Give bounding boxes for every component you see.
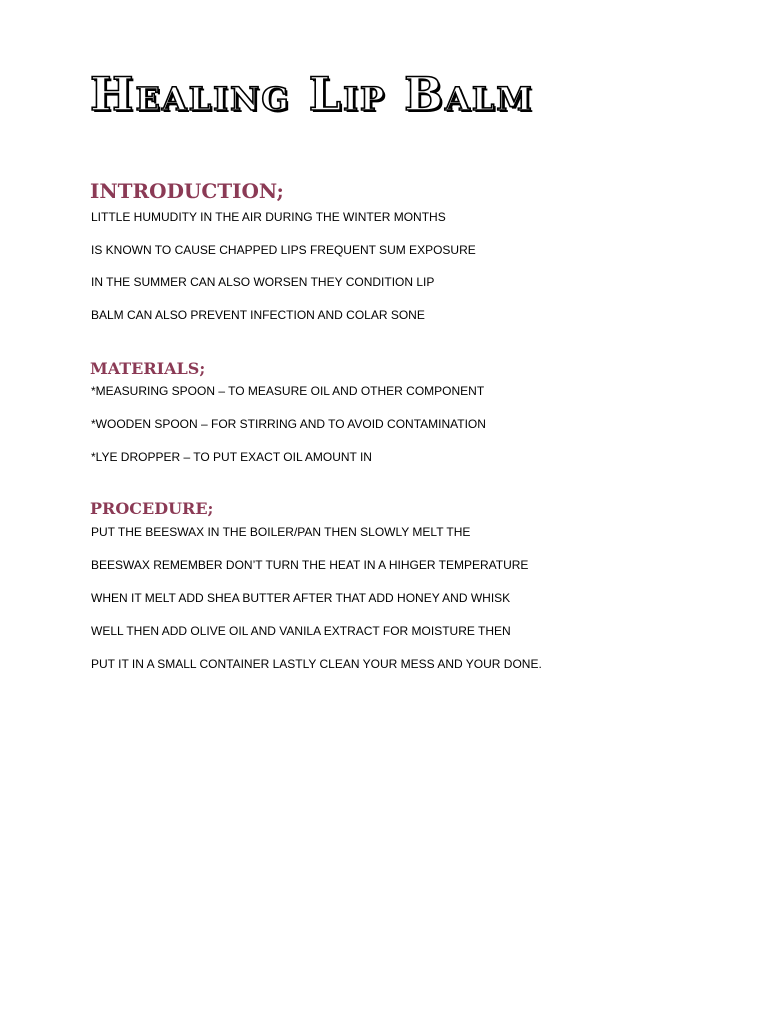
document-title: Healing Lip Balm [90,67,534,121]
introduction-line: IN THE SUMMER CAN ALSO WORSEN THEY CONDITION LIP [91,275,435,289]
introduction-line: IS KNOWN TO CAUSE CHAPPED LIPS FREQUENT SUM EXPOSURE [91,243,476,257]
materials-line: *LYE DROPPER – TO PUT EXACT OIL AMOUNT IN [91,450,372,464]
procedure-line: WELL THEN ADD OLIVE OIL AND VANILA EXTRACT FOR MOISTURE THEN [91,624,511,638]
introduction-line: LITTLE HUMUDITY IN THE AIR DURING THE WINTER MONTHS [91,210,446,224]
procedure-line: BEESWAX REMEMBER DON’T TURN THE HEAT IN A HIHGER TEMPERATURE [91,558,529,572]
procedure-line: PUT IT IN A SMALL CONTAINER LASTLY CLEAN YOUR MESS AND YOUR DONE. [91,657,542,671]
materials-heading: MATERIALS; [90,359,206,378]
materials-line: *MEASURING SPOON – TO MEASURE OIL AND OTHER COMPONENT [91,384,485,398]
procedure-heading: PROCEDURE; [90,499,214,518]
procedure-line: WHEN IT MELT ADD SHEA BUTTER AFTER THAT ADD HONEY AND WHISK [91,591,511,605]
introduction-heading: INTRODUCTION; [90,179,284,203]
materials-line: *WOODEN SPOON – FOR STIRRING AND TO AVOID CONTAMINATION [91,417,486,431]
introduction-line: BALM CAN ALSO PREVENT INFECTION AND COLAR SONE [91,308,425,322]
procedure-line: PUT THE BEESWAX IN THE BOILER/PAN THEN SLOWLY MELT THE [91,525,471,539]
